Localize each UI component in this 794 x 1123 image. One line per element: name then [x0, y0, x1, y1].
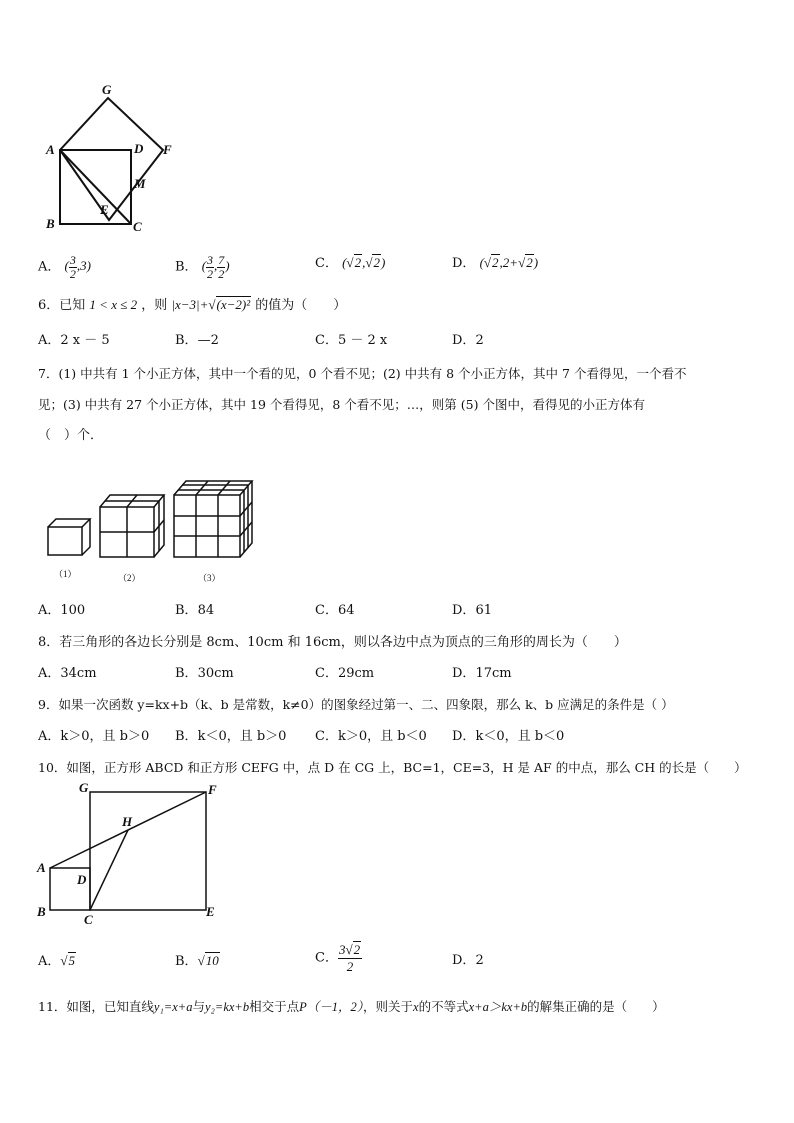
q9-option-b[interactable]: B．k＜0，且 b＞0 [175, 729, 287, 744]
q6-stem: 6．已知 1 < x ≤ 2 ，则 |x−3|+√(x−2)² 的值为（ ） [38, 297, 347, 313]
q5-option-d[interactable]: D． (√2,2+√2) [452, 255, 539, 271]
label-G: G [102, 82, 112, 97]
label-H: H [122, 814, 133, 829]
label-E: E [100, 202, 109, 217]
q5-option-c-expr: (√2,√2) [342, 255, 386, 270]
q9-option-d[interactable]: D．k＜0，且 b＜0 [452, 729, 565, 744]
q10-option-b[interactable]: B．√10 [175, 953, 219, 969]
q7-stem-line3: （ ）个． [38, 428, 104, 443]
q8-option-a[interactable]: A．34cm [38, 666, 97, 681]
label-D: D [77, 872, 87, 887]
q10-stem: 10．如图，正方形 ABCD 和正方形 CEFG 中，点 D 在 CG 上，BC=1，CE=3，H 是 AF 的中点，那么 CH 的长是（ ） [38, 760, 747, 775]
q9-stem: 9．如果一次函数 y=kx+b（k、b 是常数，k≠0）的图象经过第一、二、四象限，那么 k、b 应满足的条件是（ ） [38, 697, 674, 712]
q7-option-c[interactable]: C．64 [315, 603, 355, 618]
label-A: A [37, 860, 46, 875]
q8-stem: 8．若三角形的各边长分别是 8cm、10cm 和 16cm，则以各边中点为顶点的三角形的周长为（ ） [38, 635, 627, 650]
q10-option-c[interactable]: C． $\frac{3√2}{2}$ [315, 942, 361, 974]
q5-option-a[interactable]: A． ( $\frac{3}{2}$ ,3) [38, 253, 91, 281]
label-B: B [37, 904, 46, 919]
q7-option-a[interactable]: A．100 [38, 603, 86, 618]
q7-option-b[interactable]: B．84 [175, 603, 215, 618]
caption-2: （2） [118, 573, 141, 583]
cube-2 [100, 495, 164, 557]
q10-figure [34, 780, 234, 925]
label-M: M [134, 176, 146, 191]
label-C: C [133, 219, 142, 234]
q10-option-d[interactable]: D．2 [452, 953, 484, 968]
label-D: D [134, 141, 144, 156]
q11-stem: 11．如图，已知直线y₁=x+a与y₂=kx+b相交于点P（－1，2），则关于x的不等式x+a＞kx+b的解集正确的是（ ） [38, 999, 665, 1014]
label-A: A [46, 142, 55, 157]
q7-stem-line2: 见；(3) 中共有 27 个小正方体，其中 19 个看得见，8 个看不见；…，则第 (5) 个图中，看得见的小正方体有 [38, 397, 645, 412]
q10-option-a[interactable]: A．√5 [38, 953, 76, 969]
q6-option-a[interactable]: A．2 x － 5 [38, 333, 110, 348]
q5-option-c[interactable]: C． (√2,√2) [315, 255, 386, 271]
q5-figure [38, 80, 188, 240]
q6-option-c[interactable]: C．5 － 2 x [315, 333, 388, 348]
q5-option-d-expr: (√2,2+√2) [479, 255, 539, 270]
label-C: C [84, 912, 93, 925]
q5-option-b-expr: ( $\frac{3}{2}$ , $\frac{7}{2}$ ) [201, 253, 230, 281]
q9-option-a[interactable]: A．k＞0，且 b＞0 [38, 729, 150, 744]
label-E: E [206, 904, 215, 919]
q5-option-b[interactable]: B． ( $\frac{3}{2}$ , $\frac{7}{2}$ ) [175, 253, 230, 281]
q6-condition: 1 < x ≤ 2 [89, 297, 138, 312]
caption-3: （3） [198, 573, 221, 583]
label-F: F [208, 782, 217, 797]
q5-option-a-expr: ( $\frac{3}{2}$ ,3) [64, 253, 91, 281]
cube-3 [174, 481, 252, 557]
caption-1: （1） [54, 569, 77, 579]
cube-1 [48, 519, 90, 555]
q7-cubes-figure [40, 465, 270, 590]
label-F: F [163, 142, 172, 157]
q7-option-d[interactable]: D．61 [452, 603, 492, 618]
q7-stem-line1: 7．(1) 中共有 1 个小正方体，其中一个看的见，0 个看不见；(2) 中共有 8 个小正方体，其中 7 个看得见，一个看不 [38, 366, 687, 381]
q6-option-d[interactable]: D．2 [452, 333, 484, 348]
q6-expression: |x−3|+√(x−2)² [171, 297, 251, 312]
q6-option-b[interactable]: B．—2 [175, 333, 219, 348]
q8-option-c[interactable]: C．29cm [315, 666, 375, 681]
q8-option-b[interactable]: B．30cm [175, 666, 234, 681]
label-B: B [46, 216, 55, 231]
q8-option-d[interactable]: D．17cm [452, 666, 512, 681]
q9-option-c[interactable]: C．k＞0，且 b＜0 [315, 729, 427, 744]
label-G: G [79, 780, 89, 795]
